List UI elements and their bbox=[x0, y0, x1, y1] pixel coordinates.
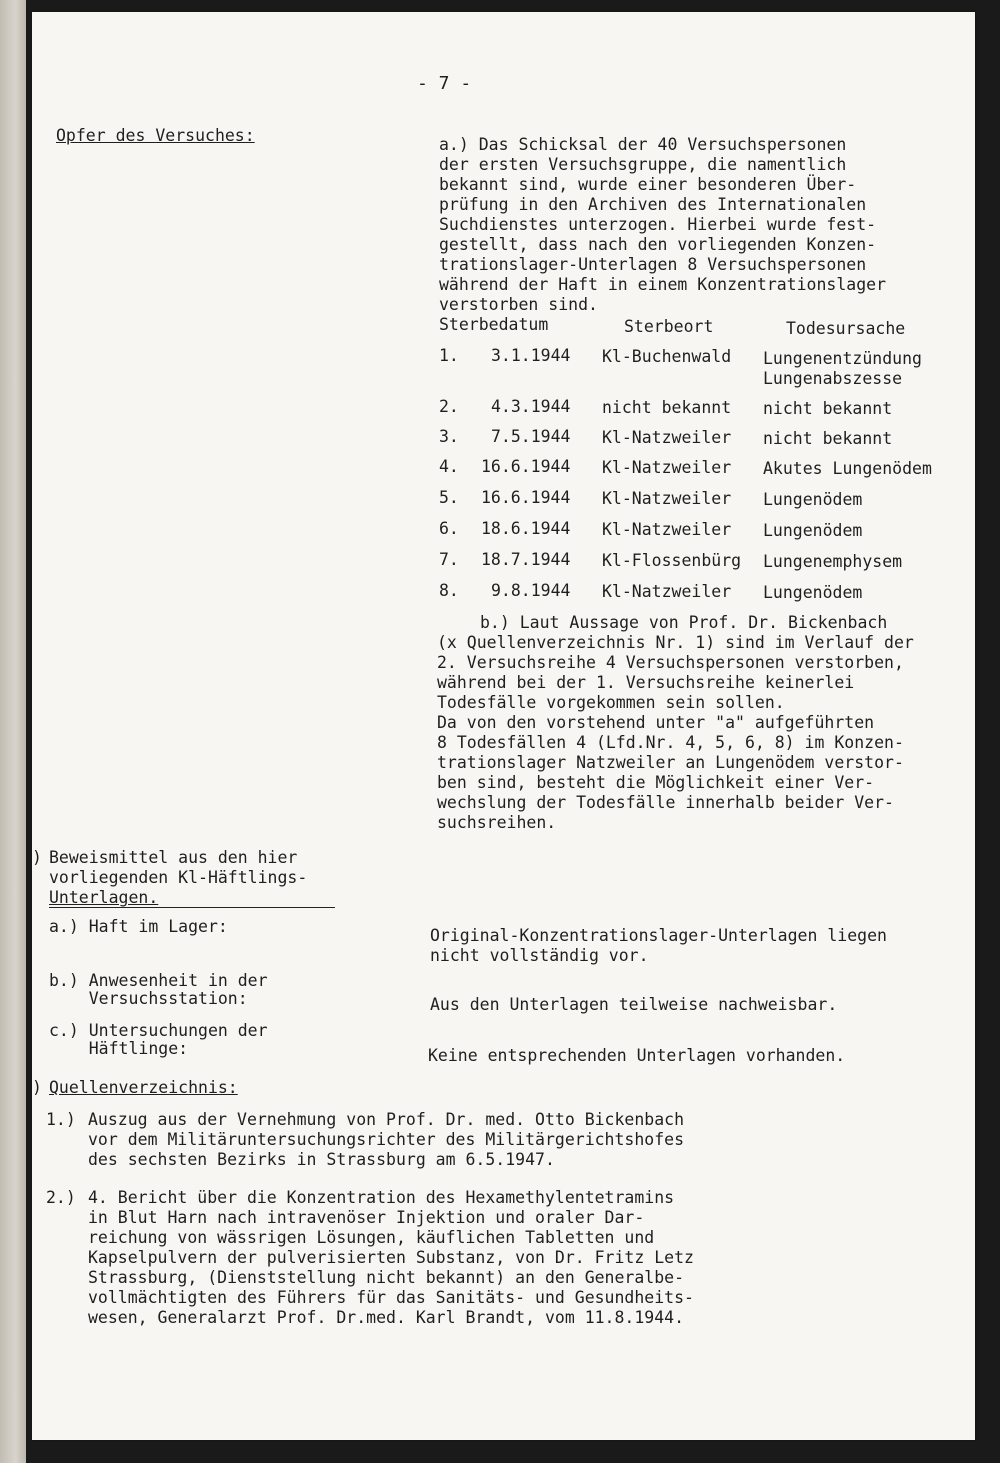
beweis-label: Häftlinge: bbox=[49, 1039, 189, 1058]
quellen-item-line: Auszug aus der Vernehmung von Prof. Dr. med. Otto Bickenbach bbox=[88, 1110, 685, 1129]
beweis-value: Aus den Unterlagen teilweise nachweisbar. bbox=[430, 995, 838, 1014]
document-page bbox=[32, 12, 975, 1440]
table-row-cause-extra: Lungenabszesse bbox=[763, 369, 903, 388]
table-row-place: Kl-Natzweiler bbox=[602, 582, 732, 601]
table-row-nr: 4. bbox=[439, 457, 459, 476]
section-a-line: trationslager-Unterlagen 8 Versuchspersonen bbox=[439, 255, 867, 274]
section-b-line: Todesfälle vorgekommen sein sollen. bbox=[437, 693, 785, 712]
table-row-place: Kl-Buchenwald bbox=[602, 347, 732, 366]
section-b-line: 2. Versuchsreihe 4 Versuchspersonen verstorben, bbox=[437, 653, 904, 672]
table-row-place: nicht bekannt bbox=[602, 398, 732, 417]
table-row-cause: Lungenemphysem bbox=[763, 552, 903, 571]
section-b-line: b.) Laut Aussage von Prof. Dr. Bickenbach bbox=[480, 613, 888, 632]
quellen-item-line: des sechsten Bezirks in Strassburg am 6.5.1947. bbox=[88, 1150, 555, 1169]
table-row-cause: Lungenentzündung bbox=[763, 349, 922, 368]
quellen-item-line: in Blut Harn nach intravenöser Injektion und oraler Dar- bbox=[88, 1208, 645, 1227]
quellen-item-line: wesen, Generalarzt Prof. Dr.med. Karl Brandt, vom 11.8.1944. bbox=[88, 1308, 685, 1327]
table-row-date: 18.7.1944 bbox=[481, 550, 571, 569]
beweis-value: Original-Konzentrationslager-Unterlagen liegen bbox=[430, 926, 887, 945]
section-b-line: während bei der 1. Versuchsreihe keinerlei bbox=[437, 673, 855, 692]
table-header-place: Sterbeort bbox=[624, 317, 714, 336]
table-row-cause: nicht bekannt bbox=[763, 399, 893, 418]
table-row-cause: Lungenödem bbox=[763, 490, 863, 509]
table-row-date: 16.6.1944 bbox=[481, 457, 571, 476]
beweis-value: nicht vollständig vor. bbox=[430, 946, 649, 965]
table-row-place: Kl-Natzweiler bbox=[602, 458, 732, 477]
section-b-line: suchsreihen. bbox=[437, 813, 557, 832]
table-row-nr: 5. bbox=[439, 488, 459, 507]
table-row-cause: Lungenödem bbox=[763, 583, 863, 602]
section-a-line: während der Haft in einem Konzentrationslager bbox=[439, 275, 887, 294]
table-row-nr: 7. bbox=[439, 550, 459, 569]
table-row-date: 3.1.1944 bbox=[491, 346, 571, 365]
table-row-nr: 3. bbox=[439, 427, 459, 446]
table-row-date: 16.6.1944 bbox=[481, 488, 571, 507]
section-b-line: (x Quellenverzeichnis Nr. 1) sind im Verlauf der bbox=[437, 633, 914, 652]
beweis-label: a.) Haft im Lager: bbox=[49, 917, 228, 936]
quellen-item-line: reichung von wässrigen Lösungen, käuflichen Tabletten und bbox=[88, 1228, 655, 1247]
table-header-date: Sterbedatum bbox=[439, 315, 549, 334]
table-row-nr: 2. bbox=[439, 397, 459, 416]
table-row-date: 7.5.1944 bbox=[491, 427, 571, 446]
beweis-heading-rule bbox=[49, 907, 335, 908]
section-a-line: der ersten Versuchsgruppe, die namentlich bbox=[439, 155, 847, 174]
beweis-heading-line: Unterlagen. bbox=[49, 888, 159, 907]
table-row-place: Kl-Natzweiler bbox=[602, 520, 732, 539]
quellen-item-nr: 1.) bbox=[46, 1110, 76, 1129]
section-b-line: ben sind, besteht die Möglichkeit einer Ver- bbox=[437, 773, 875, 792]
beweis-heading-line: Beweismittel aus den hier bbox=[49, 848, 298, 867]
table-row-place: Kl-Flossenbürg bbox=[602, 551, 742, 570]
binding-strip bbox=[0, 0, 26, 1463]
margin-paren: ) bbox=[32, 848, 42, 867]
section-b-line: 8 Todesfällen 4 (Lfd.Nr. 4, 5, 6, 8) im Konzen- bbox=[437, 733, 904, 752]
beweis-label: Versuchsstation: bbox=[49, 989, 248, 1008]
page-number: - 7 - bbox=[417, 73, 472, 94]
opfer-heading: Opfer des Versuches: bbox=[56, 126, 255, 145]
quellen-item-line: 4. Bericht über die Konzentration des Hexamethylentetramins bbox=[88, 1188, 675, 1207]
quellen-item-nr: 2.) bbox=[46, 1188, 76, 1207]
table-row-cause: Lungenödem bbox=[763, 521, 863, 540]
beweis-value: Keine entsprechenden Unterlagen vorhanden. bbox=[428, 1046, 846, 1065]
section-a-line: a.) Das Schicksal der 40 Versuchspersonen bbox=[439, 135, 847, 154]
section-a-line: gestellt, dass nach den vorliegenden Konzen- bbox=[439, 235, 877, 254]
quellen-item-line: vollmächtigten des Führers für das Sanitäts- und Gesundheits- bbox=[88, 1288, 694, 1307]
quellen-item-line: Kapselpulvern der pulverisierten Substanz, von Dr. Fritz Letz bbox=[88, 1248, 694, 1267]
section-a-line: verstorben sind. bbox=[439, 295, 598, 314]
section-a-line: Suchdienstes unterzogen. Hierbei wurde fest- bbox=[439, 215, 877, 234]
quellen-heading: Quellenverzeichnis: bbox=[49, 1078, 238, 1097]
table-row-date: 18.6.1944 bbox=[481, 519, 571, 538]
table-row-cause: Akutes Lungenödem bbox=[763, 459, 932, 478]
section-a-line: bekannt sind, wurde einer besonderen Über- bbox=[439, 175, 857, 194]
table-row-place: Kl-Natzweiler bbox=[602, 489, 732, 508]
section-a-line: prüfung in den Archiven des Internationalen bbox=[439, 195, 867, 214]
beweis-heading-line: vorliegenden Kl-Häftlings- bbox=[49, 868, 308, 887]
section-b-line: Da von den vorstehend unter "a" aufgeführten bbox=[437, 713, 875, 732]
table-row-nr: 6. bbox=[439, 519, 459, 538]
beweis-label: c.) Untersuchungen der bbox=[49, 1021, 268, 1040]
section-b-line: wechslung der Todesfälle innerhalb beider Ver- bbox=[437, 793, 894, 812]
table-row-date: 4.3.1944 bbox=[491, 397, 571, 416]
table-row-place: Kl-Natzweiler bbox=[602, 428, 732, 447]
margin-paren: ) bbox=[32, 1078, 42, 1097]
table-row-date: 9.8.1944 bbox=[491, 581, 571, 600]
quellen-item-line: vor dem Militäruntersuchungsrichter des Militärgerichtshofes bbox=[88, 1130, 685, 1149]
beweis-label: b.) Anwesenheit in der bbox=[49, 971, 268, 990]
section-b-line: trationslager Natzweiler an Lungenödem verstor- bbox=[437, 753, 904, 772]
table-row-cause: nicht bekannt bbox=[763, 429, 893, 448]
table-row-nr: 1. bbox=[439, 346, 459, 365]
table-row-nr: 8. bbox=[439, 581, 459, 600]
table-header-cause: Todesursache bbox=[786, 319, 906, 338]
quellen-item-line: Strassburg, (Dienststellung nicht bekannt) an den Generalbe- bbox=[88, 1268, 685, 1287]
